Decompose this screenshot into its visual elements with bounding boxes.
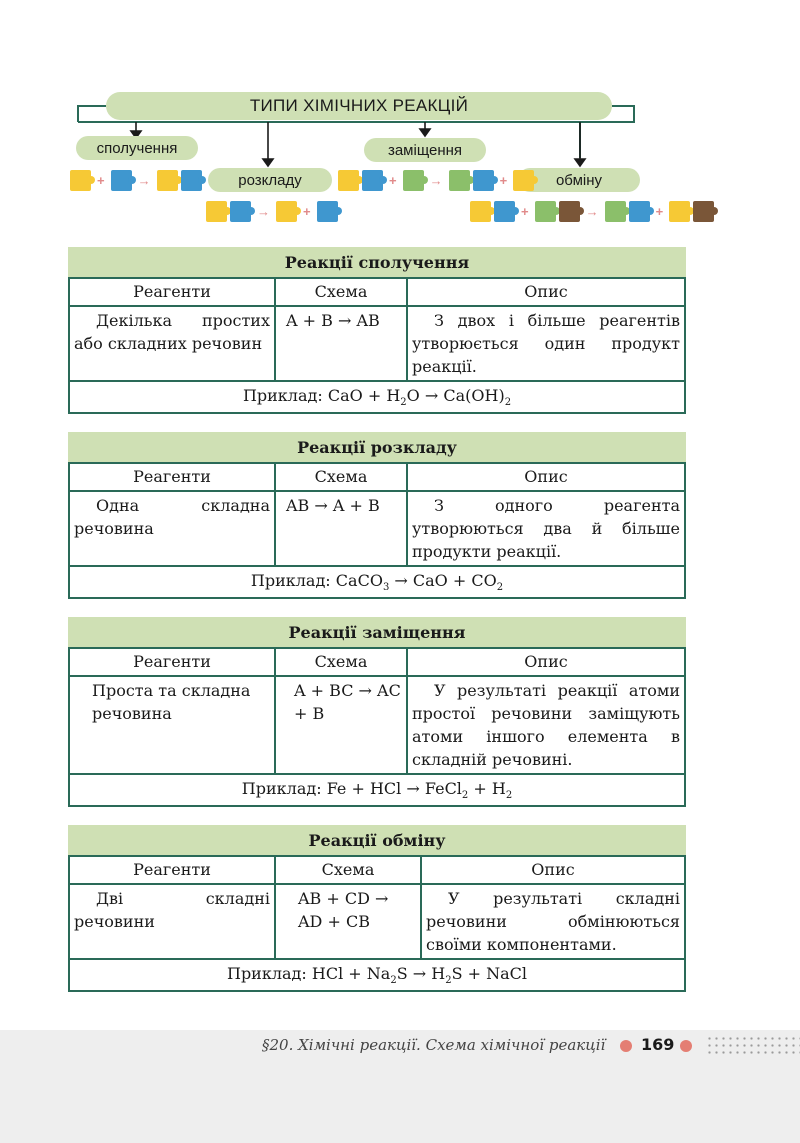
- column-header-reagents: Реагенти: [69, 278, 275, 306]
- table-substitution: [68, 617, 686, 807]
- diagram-title: ТИПИ ХІМІЧНИХ РЕАКЦІЙ: [106, 92, 612, 120]
- puzzle-substitution: [338, 170, 534, 191]
- section-title: §20. Хімічні реакції. Схема хімічної реакції: [262, 1036, 606, 1054]
- column-header-scheme: Схема: [275, 278, 407, 306]
- plus-sign: +: [499, 173, 508, 188]
- table-title: Реакції розкладу: [68, 432, 686, 462]
- puzzle-piece-icon: [470, 201, 491, 222]
- scheme-cell: AB → A + B: [275, 491, 407, 566]
- puzzle-decomposition: [206, 201, 338, 222]
- puzzle-piece-icon: [535, 201, 556, 222]
- puzzle-piece-icon: [669, 201, 690, 222]
- example-row: Приклад: CaCO$_3$ → CaO + $CO_2$: [69, 566, 685, 598]
- description-cell: У результаті складні речовини обмінюються своїми компонентами.: [421, 884, 685, 959]
- column-header-description: Опис: [407, 648, 685, 676]
- puzzle-piece-icon: [362, 170, 383, 191]
- plus-sign: +: [655, 204, 664, 219]
- dot-icon: [620, 1040, 632, 1052]
- puzzle-piece-icon: [70, 170, 91, 191]
- example-row: Приклад: HCl + $Na_2S \to H_2S$ + NaCl: [69, 959, 685, 991]
- puzzle-piece-icon: [629, 201, 650, 222]
- puzzle-piece-icon: [206, 201, 227, 222]
- puzzle-piece-icon: [157, 170, 178, 191]
- table-decomposition: [68, 432, 686, 599]
- puzzle-piece-icon: [276, 201, 297, 222]
- description-cell: У результаті реакції атоми простої речовини заміщують атоми іншого елемента в складній речовині.: [407, 676, 685, 774]
- puzzle-exchange: [470, 201, 714, 222]
- column-header-scheme: Схема: [275, 463, 407, 491]
- puzzle-piece-icon: [181, 170, 202, 191]
- type-pill-decomposition: розкладу: [208, 168, 332, 192]
- reagents-cell: Дві складні речовини: [69, 884, 275, 959]
- table-title: Реакції сполучення: [68, 247, 686, 277]
- puzzle-piece-icon: [559, 201, 580, 222]
- scheme-cell: A + B → AB: [275, 306, 407, 381]
- arrow-sign: →: [257, 204, 270, 219]
- arrow-sign: →: [585, 204, 599, 219]
- column-header-scheme: Схема: [275, 856, 421, 884]
- puzzle-piece-icon: [317, 201, 338, 222]
- scheme-cell: A + BC → AC + B: [275, 676, 407, 774]
- table-exchange: [68, 825, 686, 992]
- reagents-cell: Одна складна речовина: [69, 491, 275, 566]
- type-pill-combination: сполучення: [76, 136, 198, 160]
- column-header-reagents: Реагенти: [69, 856, 275, 884]
- plus-sign: +: [303, 204, 311, 219]
- puzzle-piece-icon: [513, 170, 534, 191]
- plus-sign: +: [97, 173, 105, 188]
- puzzle-piece-icon: [111, 170, 132, 191]
- puzzle-piece-icon: [473, 170, 494, 191]
- reagents-cell: Проста та складна речовина: [69, 676, 275, 774]
- description-cell: З одного реагента утворюються два й більше продукти реакції.: [407, 491, 685, 566]
- dot-pattern-decoration: [706, 1035, 800, 1055]
- type-pill-exchange: обміну: [518, 168, 640, 192]
- dot-icon: [680, 1040, 692, 1052]
- page-number: 169: [641, 1035, 675, 1054]
- reagents-cell: Декілька простих або складних речовин: [69, 306, 275, 381]
- plus-sign: +: [521, 204, 529, 219]
- puzzle-piece-icon: [449, 170, 470, 191]
- description-cell: З двох і більше реагентів утворюється один продукт реакції.: [407, 306, 685, 381]
- puzzle-piece-icon: [693, 201, 714, 222]
- column-header-description: Опис: [407, 463, 685, 491]
- arrow-sign: →: [429, 173, 443, 188]
- column-header-reagents: Реагенти: [69, 648, 275, 676]
- table-title: Реакції заміщення: [68, 617, 686, 647]
- puzzle-piece-icon: [403, 170, 424, 191]
- type-pill-substitution: заміщення: [364, 138, 486, 162]
- scheme-cell: AB + CD → AD + CB: [275, 884, 421, 959]
- puzzle-combination: [70, 170, 202, 191]
- plus-sign: +: [389, 173, 397, 188]
- example-row: Приклад: CaO + $H_2O \to Ca(OH)_2$: [69, 381, 685, 413]
- puzzle-piece-icon: [605, 201, 626, 222]
- column-header-scheme: Схема: [275, 648, 407, 676]
- puzzle-piece-icon: [338, 170, 359, 191]
- table-combination: [68, 247, 686, 414]
- table-title: Реакції обміну: [68, 825, 686, 855]
- column-header-description: Опис: [421, 856, 685, 884]
- arrow-sign: →: [137, 173, 151, 188]
- column-header-reagents: Реагенти: [69, 463, 275, 491]
- example-row: Приклад: Fe + HCl → FeCl$_2$ + $H_2$: [69, 774, 685, 806]
- puzzle-piece-icon: [230, 201, 251, 222]
- column-header-description: Опис: [407, 278, 685, 306]
- puzzle-piece-icon: [494, 201, 515, 222]
